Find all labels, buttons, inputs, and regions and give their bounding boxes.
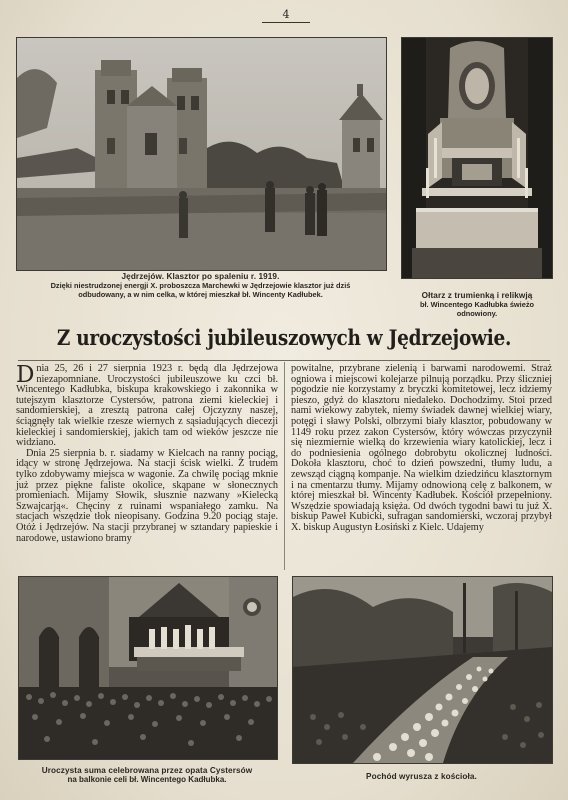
caption-monastery-text: Dzięki niestrudzonej energji X. proboszcza Marchewki w Jędrzejowie klasztor już dziś odbudowany, a w nim celka, w której mieszkał bł. Wincenty Kadłubek.: [50, 281, 351, 299]
caption-mass-text: na balkonie celi bł. Wincentego Kadłubka.: [67, 775, 227, 784]
article-column-left: [16, 364, 278, 544]
caption-monastery: [28, 272, 373, 299]
article-paragraph-3: powitalne, przybrane zielenią i barwami narodowemi. Straż ogniowa i miejscowi kolejarze pilnują porządku. Przy śliczniej pogodzie nie korzystamy z bryczki komitetowej, lecz idziemy pieszo, gdyż do klasztoru niedaleko. Dochodzimy. Stoi przed nami wiekowy zabytek, niemy świadek dawnej wielkiej wiary, potęgi i sławy Polski, olbrzymi biały klasztor, pobudowany w 1149 roku przez zakon Cystersów, który wówczas przyczynił się niezmiernie wielką do krzewienia wiary katolickiej, lecz i do podniesienia ogólnego dobrobytu okolicznej ludności. Dokoła klasztoru, choć to dzień powszedni, tłumy ludu, a zewsząd ciągną kompanje. Na wielkim dziedzińcu klasztornym i na cmentarzu tłumy. Mijamy odnowioną celę z balkonem, w której mieszkał bł. Wincenty Kadłubek. Kościół przepełniony. Wszędzie spowiadają księża. Od dwóch tygodni bawi tu już X. biskup Paweł Kubicki, sufragan sandomierski, wczoraj przybył X. biskup Augustyn Łosiński z Kielc. Udajemy: [291, 363, 552, 533]
photo-altar: [401, 37, 553, 279]
dropcap: D: [16, 362, 35, 388]
caption-mass: [18, 766, 276, 784]
article-paragraph-1: [16, 364, 278, 449]
caption-monastery-title: Jędrzejów. Klasztor po spaleniu r. 1919.: [121, 272, 280, 281]
photo-mass: [18, 576, 278, 760]
caption-procession: [292, 772, 551, 781]
article-paragraph-1-text: nia 25, 26 i 27 sierpnia 1923 r. będą dla Jędrzejowa niezapomniane. Uroczystości jubileuszowe ku czci bł. Wincentego Kadłubka, biskupa krakowskiego i zakonnika w tutejszym klasztorze Cystersów, patrona ziemi kieleckiej i sandomierskiej, a zresztą patrona całej Ojczyzny naszej, ściągnęły tak wielkie rzesze wiernych z sąsiadujących diecezji kieleckiej i sandomierskiej, jakich tam od wieków jeszcze nie widziano.: [16, 363, 278, 449]
photo-procession: [292, 576, 553, 764]
caption-altar-text: bł. Wincentego Kadłubka świeżo odnowiony.: [419, 300, 535, 318]
caption-altar: [403, 291, 551, 318]
article-column-right: [291, 364, 552, 534]
caption-procession-title: Pochód wyrusza z kościoła.: [366, 772, 477, 781]
page-number: 4: [262, 8, 310, 23]
article-paragraph-2: Dnia 25 sierpnia b. r. siadamy w Kielcach na ranny pociąg, idący w stronę Jędrzejowa. Na stacji ścisk wielki. Z trudem tylko zdobywamy miejsca w wagonie. Za chwilę pociąg mknie już przez piękne faliste okolice, skąpane w słonecznych promieniach. Mijamy Słowik, słusznie nazwany »Kielecką Szwajcarją«. Chęciny z ruinami wspaniałego zamku. Na stacjach wszędzie tłok nieopisany. Godzina 9.20 pociąg staje. Otóż i Jędrzejów. Na stacji przybranej w sztandary papieskie i narodowe, ustawiono bramy: [16, 447, 278, 544]
headline-rule: [18, 360, 550, 361]
column-divider: [284, 362, 285, 570]
caption-altar-title: Ołtarz z trumienką i relikwją: [421, 291, 533, 300]
article-headline: Z uroczystości jubileuszowych w Jędrzejowie.: [56, 326, 512, 351]
photo-monastery: [16, 37, 387, 271]
caption-mass-title: Uroczysta suma celebrowana przez opata Cystersów: [41, 766, 253, 775]
